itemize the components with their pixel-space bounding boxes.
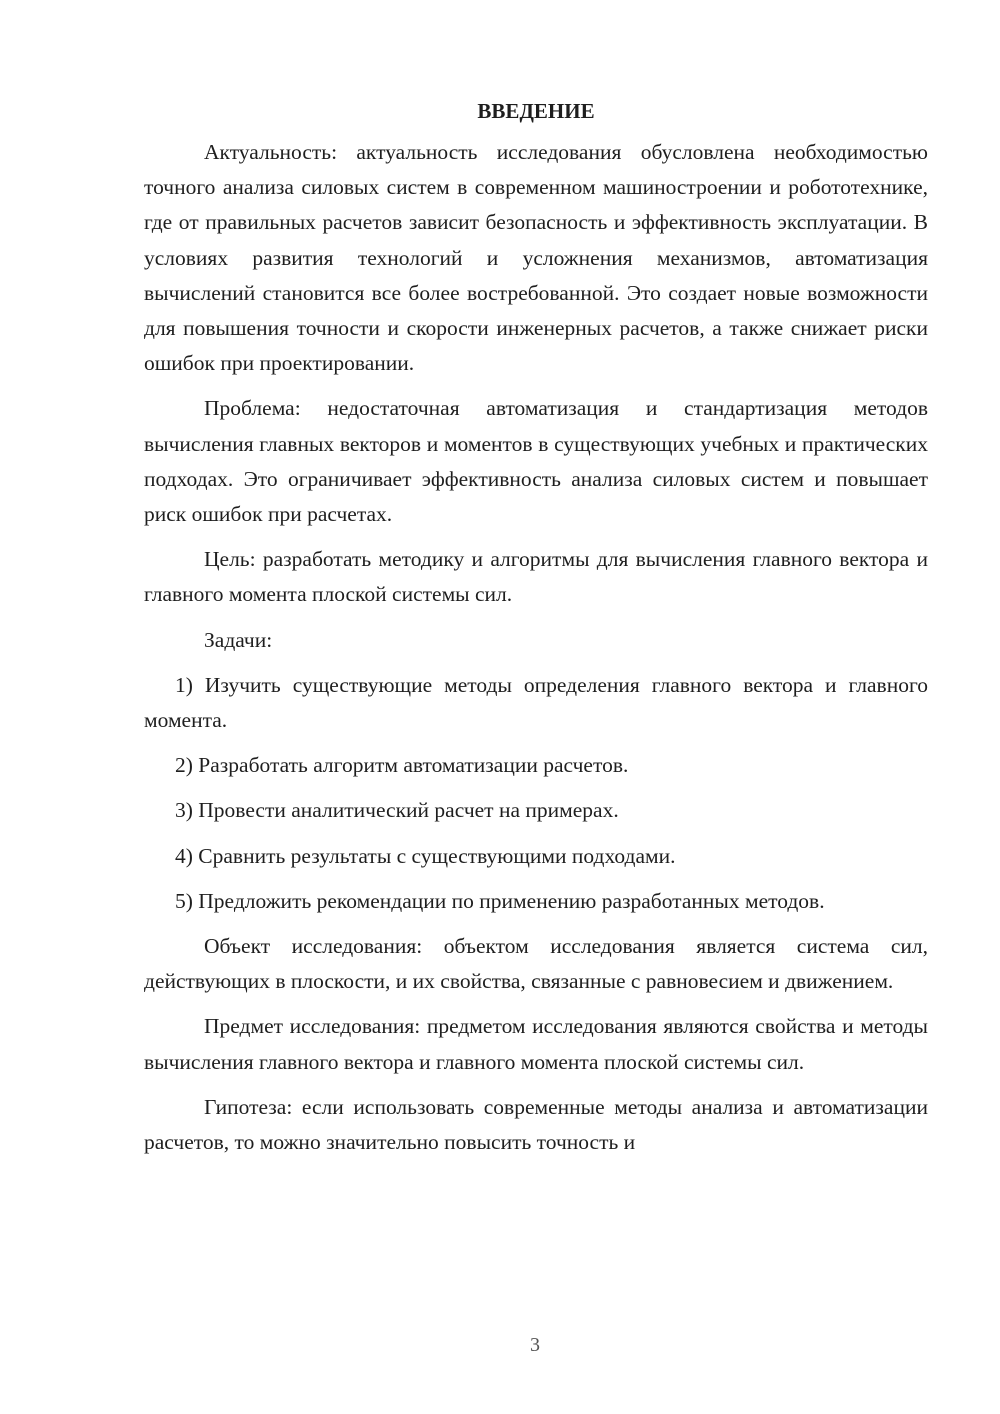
paragraph-problem: Проблема: недостаточная автоматизация и стандартизация методов вычисления главных векторов и моментов в существующих учебных и практических подходах. Это ограничивает эффективность анализа силовых систем и повышает риск ошибок при расчетах.	[144, 396, 928, 527]
paragraph-object: Объект исследования: объектом исследования является система сил, действующих в плоскости, и их свойства, связанные с равновесием и движением.	[144, 934, 928, 994]
tasks-heading: Задачи:	[204, 627, 273, 652]
task-item: 5) Предложить рекомендации по применению разработанных методов.	[175, 888, 825, 913]
section-title: ВВЕДЕНИЕ	[477, 99, 595, 123]
page-content	[144, 94, 928, 1170]
page-number: 3	[530, 1334, 540, 1356]
paragraph-subject: Предмет исследования: предметом исследования являются свойства и методы вычисления главного вектора и главного момента плоской системы сил.	[144, 1014, 928, 1074]
paragraph-goal: Цель: разработать методику и алгоритмы для вычисления главного вектора и главного момента плоской системы сил.	[144, 547, 928, 607]
task-item: 3) Провести аналитический расчет на примерах.	[175, 798, 619, 823]
task-item: 4) Сравнить результаты с существующими подходами.	[175, 843, 676, 868]
task-item: 1) Изучить существующие методы определения главного вектора и главного момента.	[144, 672, 928, 733]
paragraph-relevance: Актуальность: актуальность исследования обусловлена необходимостью точного анализа силовых систем в современном машиностроении и робототехнике, где от правильных расчетов зависит безопасность и эффективность эксплуатации. В условиях развития технологий и усложнения механизмов, автоматизация вычислений становится все более востребованной. Это создает новые возможности для повышения точности и скорости инженерных расчетов, а также снижает риски ошибок при проектировании.	[144, 140, 928, 376]
task-item: 2) Разработать алгоритм автоматизации расчетов.	[175, 753, 629, 778]
paragraph-hypothesis: Гипотеза: если использовать современные методы анализа и автоматизации расчетов, то можно значительно повысить точность и	[144, 1094, 928, 1155]
